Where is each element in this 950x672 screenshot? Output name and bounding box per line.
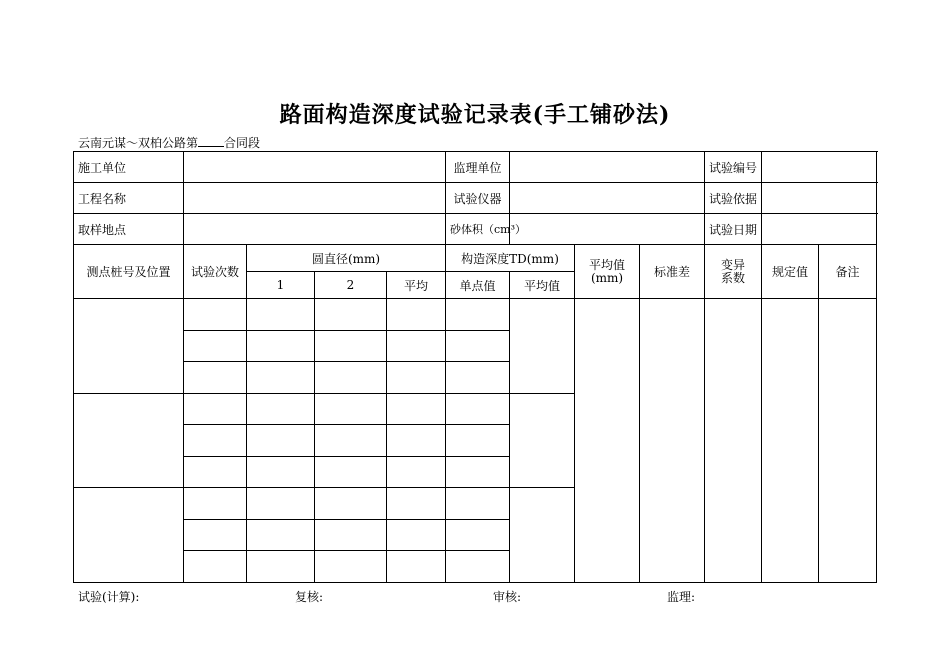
count-cell[interactable] xyxy=(184,330,247,362)
sand-volume-field[interactable] xyxy=(510,214,705,245)
header-row xyxy=(74,245,877,272)
d2-cell[interactable] xyxy=(315,299,387,331)
d-avg-cell[interactable] xyxy=(387,425,446,457)
diameter-avg-header: 平均 xyxy=(387,272,446,299)
d-avg-cell[interactable] xyxy=(387,551,446,583)
count-cell[interactable] xyxy=(184,488,247,520)
td-single-cell[interactable] xyxy=(446,519,510,551)
test-count-header: 试验次数 xyxy=(184,245,247,299)
td-single-cell[interactable] xyxy=(446,393,510,425)
tester-signature-label: 试验(计算): xyxy=(78,590,140,604)
td-single-cell[interactable] xyxy=(446,330,510,362)
diameter-2-header: 2 xyxy=(315,272,387,299)
average-header-line2: (mm) xyxy=(590,270,624,285)
texture-depth-header: 构造深度TD(mm) xyxy=(446,245,575,272)
d1-cell[interactable] xyxy=(247,551,315,583)
construction-unit-field[interactable] xyxy=(184,152,446,183)
construction-unit-label: 施工单位 xyxy=(74,152,184,183)
d-avg-cell[interactable] xyxy=(387,362,446,394)
diameter-1-header: 1 xyxy=(247,272,315,299)
sampling-location-label: 取样地点 xyxy=(74,214,184,245)
test-number-field[interactable] xyxy=(762,152,877,183)
d2-cell[interactable] xyxy=(315,488,387,520)
instrument-field[interactable] xyxy=(510,183,705,214)
test-number-label: 试验编号 xyxy=(705,152,762,183)
td-single-header: 单点值 xyxy=(446,272,510,299)
cv-header-line2: 系数 xyxy=(720,270,745,285)
info-row xyxy=(74,214,877,245)
auditor-signature-label: 审核: xyxy=(493,590,522,604)
info-row xyxy=(74,183,877,214)
diameter-header: 圆直径(mm) xyxy=(247,245,446,272)
supervisor-signature-label: 监理: xyxy=(667,590,696,604)
remark-header: 备注 xyxy=(819,245,877,299)
d2-cell[interactable] xyxy=(315,362,387,394)
cv-header xyxy=(705,245,762,299)
d-avg-cell[interactable] xyxy=(387,456,446,488)
td-avg-header: 平均值 xyxy=(510,272,575,299)
td-single-cell[interactable] xyxy=(446,299,510,331)
spec-value-header: 规定值 xyxy=(762,245,819,299)
td-single-cell[interactable] xyxy=(446,488,510,520)
subtitle-prefix: 云南元谋～双柏公路第 xyxy=(78,136,199,150)
contract-section-blank[interactable] xyxy=(198,135,224,147)
d1-cell[interactable] xyxy=(247,393,315,425)
d1-cell[interactable] xyxy=(247,299,315,331)
d1-cell[interactable] xyxy=(247,330,315,362)
sampling-location-field[interactable] xyxy=(184,214,446,245)
td-avg-cell[interactable] xyxy=(510,393,575,488)
td-single-cell[interactable] xyxy=(446,362,510,394)
subtitle-suffix: 合同段 xyxy=(224,136,261,150)
d2-cell[interactable] xyxy=(315,551,387,583)
contract-section-line xyxy=(78,134,260,151)
d-avg-cell[interactable] xyxy=(387,299,446,331)
record-table xyxy=(73,151,877,583)
supervision-unit-label: 监理单位 xyxy=(446,152,510,183)
test-basis-field[interactable] xyxy=(762,183,877,214)
station-cell[interactable] xyxy=(74,299,184,394)
test-date-label: 试验日期 xyxy=(705,214,762,245)
remark-cell[interactable] xyxy=(819,299,877,583)
page-title: 路面构造深度试验记录表(手工铺砂法) xyxy=(279,102,671,128)
project-name-label: 工程名称 xyxy=(74,183,184,214)
d2-cell[interactable] xyxy=(315,519,387,551)
average-header xyxy=(575,245,640,299)
stdev-cell[interactable] xyxy=(640,299,705,583)
d-avg-cell[interactable] xyxy=(387,393,446,425)
station-cell[interactable] xyxy=(74,488,184,583)
cv-cell[interactable] xyxy=(705,299,762,583)
count-cell[interactable] xyxy=(184,456,247,488)
d2-cell[interactable] xyxy=(315,393,387,425)
table-row xyxy=(74,299,877,331)
spec-cell[interactable] xyxy=(762,299,819,583)
average-cell[interactable] xyxy=(575,299,640,583)
supervision-unit-field[interactable] xyxy=(510,152,705,183)
project-name-field[interactable] xyxy=(184,183,446,214)
td-single-cell[interactable] xyxy=(446,551,510,583)
count-cell[interactable] xyxy=(184,425,247,457)
test-date-field[interactable] xyxy=(762,214,877,245)
d2-cell[interactable] xyxy=(315,456,387,488)
td-single-cell[interactable] xyxy=(446,425,510,457)
count-cell[interactable] xyxy=(184,299,247,331)
stdev-header: 标准差 xyxy=(640,245,705,299)
station-cell[interactable] xyxy=(74,393,184,488)
d1-cell[interactable] xyxy=(247,519,315,551)
info-row xyxy=(74,152,877,183)
count-cell[interactable] xyxy=(184,393,247,425)
td-avg-cell[interactable] xyxy=(510,299,575,394)
d-avg-cell[interactable] xyxy=(387,519,446,551)
instrument-label: 试验仪器 xyxy=(446,183,510,214)
d1-cell[interactable] xyxy=(247,425,315,457)
station-header: 测点桩号及位置 xyxy=(74,245,184,299)
count-cell[interactable] xyxy=(184,519,247,551)
count-cell[interactable] xyxy=(184,362,247,394)
d2-cell[interactable] xyxy=(315,330,387,362)
d-avg-cell[interactable] xyxy=(387,488,446,520)
sand-volume-label: 砂体积（cm³） xyxy=(446,214,510,245)
td-single-cell[interactable] xyxy=(446,456,510,488)
d2-cell[interactable] xyxy=(315,425,387,457)
test-basis-label: 试验依据 xyxy=(705,183,762,214)
d-avg-cell[interactable] xyxy=(387,330,446,362)
d1-cell[interactable] xyxy=(247,456,315,488)
count-cell[interactable] xyxy=(184,551,247,583)
cv-header-line1: 变异 xyxy=(720,257,745,272)
average-header-line1: 平均值 xyxy=(588,257,625,272)
td-avg-cell[interactable] xyxy=(510,488,575,583)
reviewer-signature-label: 复核: xyxy=(295,590,324,604)
d1-cell[interactable] xyxy=(247,362,315,394)
d1-cell[interactable] xyxy=(247,488,315,520)
